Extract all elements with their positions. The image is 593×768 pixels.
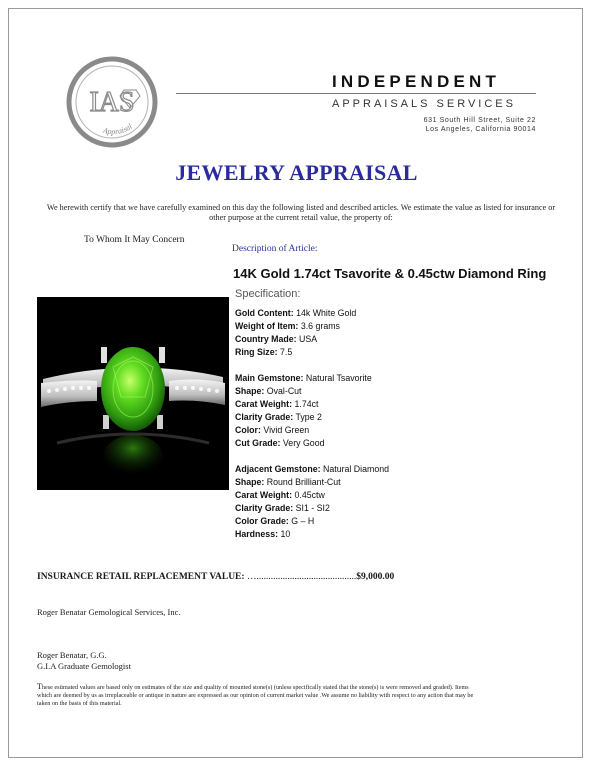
disclaimer-text: hese estimated values are based only on estimates of the size and quality of mounted stone(s) (unless specifically stated that the stone(s) is were removed and graded). Items which are deemed by us as irreplaceable or antique in nature are expressed as our opinion of current market value .We assume no liability with respect to any action that may be taken on the basis of this material. xyxy=(37,684,474,708)
adjacent-gemstone-specs xyxy=(235,463,389,541)
insurance-value-label: INSURANCE RETAIL REPLACEMENT VALUE: xyxy=(37,572,245,582)
specification-label: Specification: xyxy=(235,288,301,300)
spec-row: Hardness: 10 xyxy=(235,529,291,539)
spec-row: Country Made: USA xyxy=(235,334,318,344)
description-label: Description of Article: xyxy=(232,244,318,254)
ias-logo xyxy=(66,56,158,148)
spec-row: Color Grade: G – H xyxy=(235,516,315,526)
company-name: INDEPENDENT xyxy=(332,72,501,91)
recipient: To Whom It May Concern xyxy=(84,235,185,245)
spec-row: Weight of Item: 3.6 grams xyxy=(235,321,340,331)
logo-letters: IAS xyxy=(89,87,135,118)
insurance-value xyxy=(37,572,394,582)
insurance-value-amount: $9,000.00 xyxy=(356,572,395,582)
spec-row: Cut Grade: Very Good xyxy=(235,438,325,448)
disclaimer xyxy=(37,683,477,709)
spec-row: Carat Weight: 1.74ct xyxy=(235,399,319,409)
main-gemstone-specs xyxy=(235,372,372,450)
spec-row: Clarity Grade: Type 2 xyxy=(235,412,322,422)
spec-row: Shape: Oval-Cut xyxy=(235,386,302,396)
item-title: 14K Gold 1.74ct Tsavorite & 0.45ctw Diamond Ring xyxy=(233,266,547,281)
ring-photo xyxy=(37,297,229,490)
appraiser-title: G.I.A Graduate Gemologist xyxy=(37,661,131,671)
header-divider xyxy=(176,93,536,94)
spec-row: Clarity Grade: SI1 - SI2 xyxy=(235,503,330,513)
spec-row: Main Gemstone: Natural Tsavorite xyxy=(235,373,372,383)
spec-row: Gold Content: 14k White Gold xyxy=(235,308,357,318)
certification-text: We herewith certify that we have carefully examined on this day the following listed and described articles. We estimate the value as listed for insurance or other purpose at the current retail value, the property of: xyxy=(46,203,556,222)
metal-specs xyxy=(235,307,356,359)
spec-row: Adjacent Gemstone: Natural Diamond xyxy=(235,464,390,474)
tsavorite-gem xyxy=(101,347,165,431)
gemological-company: Roger Benatar Gemological Services, Inc. xyxy=(37,607,181,617)
spec-row: Color: Vivid Green xyxy=(235,425,310,435)
leader-dots: ….......................................... xyxy=(246,572,357,582)
logo-ring-text: Appraisal xyxy=(102,121,134,137)
address-line-2: Los Angeles, California 90014 xyxy=(425,126,536,133)
page-title: JEWELRY APPRAISAL xyxy=(175,160,418,185)
address-line-1: 631 South Hill Street, Suite 22 xyxy=(423,117,536,124)
appraiser-name: Roger Benatar, G.G. xyxy=(37,650,107,660)
spec-row: Shape: Round Brilliant-Cut xyxy=(235,477,341,487)
company-subtitle: APPRAISALS SERVICES xyxy=(332,98,516,110)
spec-row: Ring Size: 7.5 xyxy=(235,347,293,357)
spec-row: Carat Weight: 0.45ctw xyxy=(235,490,325,500)
disclaimer-initial: T xyxy=(37,682,42,691)
